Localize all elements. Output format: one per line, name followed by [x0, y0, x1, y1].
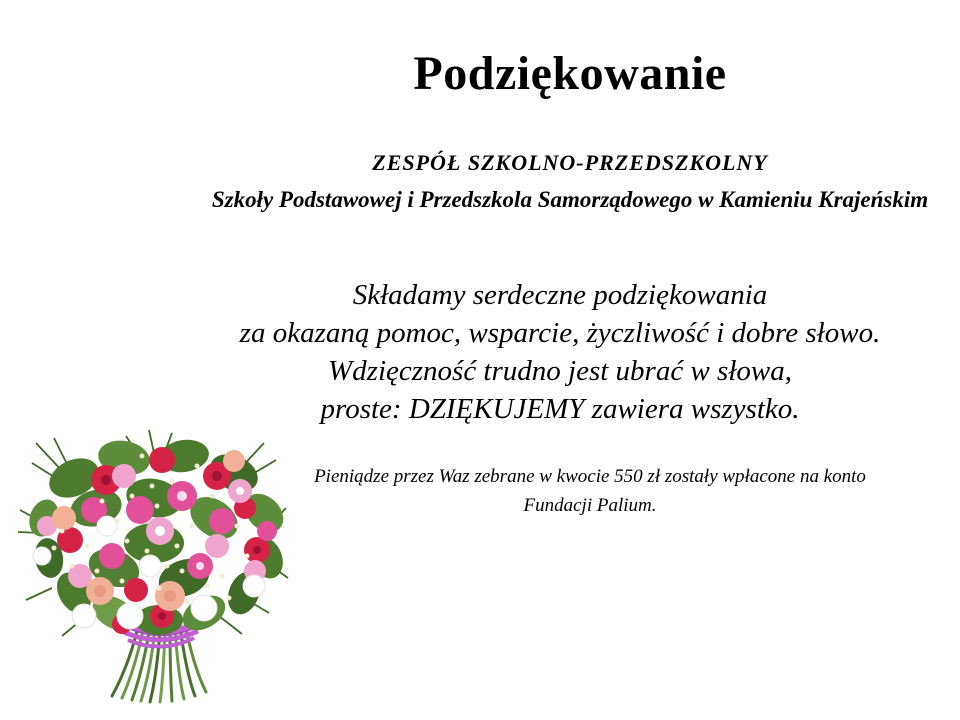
donation-note-line-2: Fundacji Palium. [523, 495, 657, 516]
organization-block [180, 150, 960, 213]
message-line-3: Wdzięczność trudno jest ubrać w słowa, [328, 355, 792, 387]
donation-note-line-1: Pieniądze przez Waz zebrane w kwocie 550 zł zostały wpłacone na konto [314, 466, 866, 487]
donation-note [240, 462, 940, 520]
certificate-title: Podziękowanie [413, 47, 727, 100]
bouquet-graphic [14, 428, 290, 710]
organization-name: ZESPÓŁ SZKOLNO-PRZEDSZKOLNY [372, 150, 768, 175]
organization-subtitle: Szkoły Podstawowej i Przedszkola Samorządowego w Kamieniu Krajeńskim [211, 187, 929, 212]
message-line-1: Składamy serdeczne podziękowania [352, 279, 768, 311]
message-line-2: za okazaną pomoc, wsparcie, życzliwość i dobre słowo. [239, 317, 881, 349]
thanks-message [150, 276, 960, 428]
bouquet-image [14, 428, 290, 710]
message-line-4: proste: DZIĘKUJEMY zawiera wszystko. [320, 393, 800, 425]
